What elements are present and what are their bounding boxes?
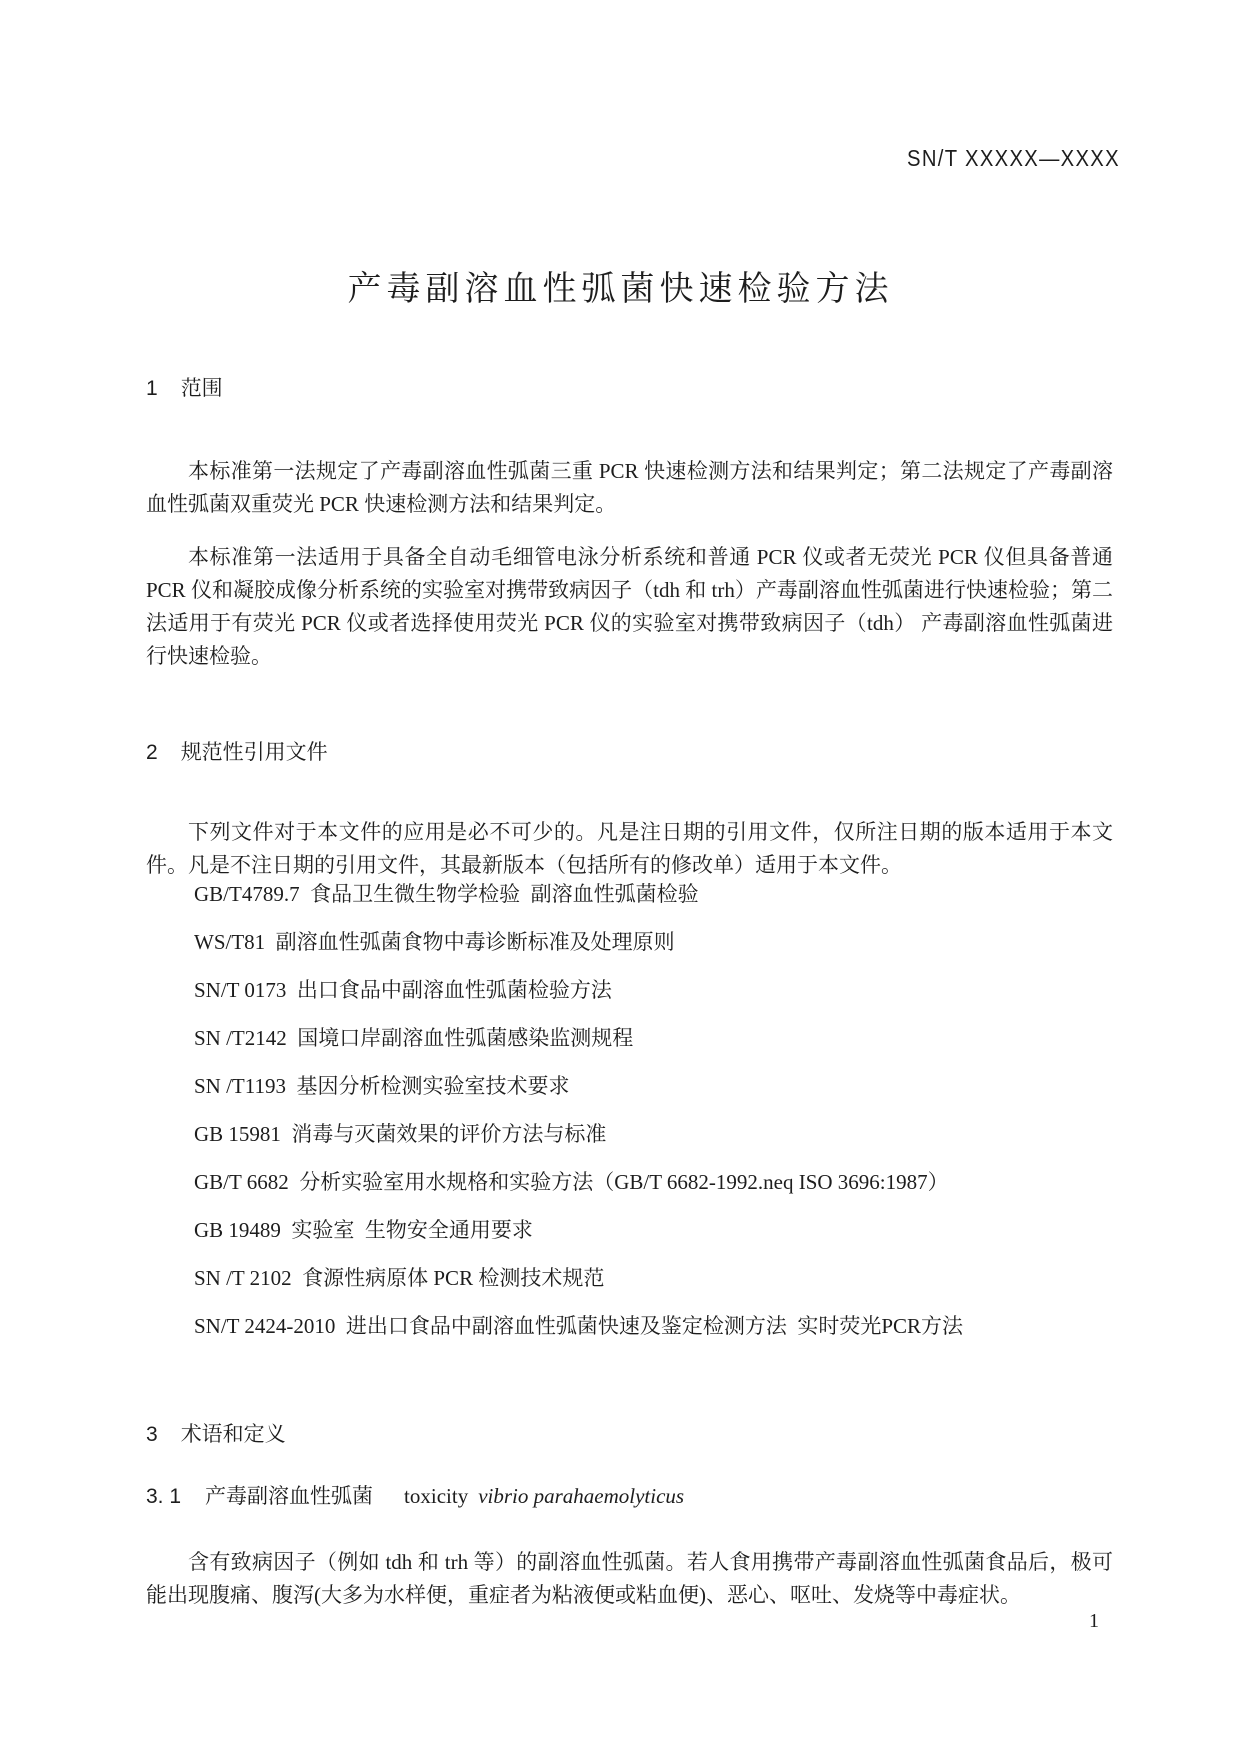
normative-references-intro: 下列文件对于本文件的应用是必不可少的。凡是注日期的引用文件，仅所注日期的版本适用于本文件。凡是不注日期的引用文件，其最新版本（包括所有的修改单）适用于本文件。 xyxy=(146,820,1113,877)
normative-reference-list xyxy=(194,878,1124,1358)
section-number: 1 xyxy=(146,377,158,400)
section-number: 2 xyxy=(146,741,158,764)
standard-code: SN/T XXXXX—XXXX xyxy=(907,145,1120,171)
reference-item: SN/T 2424-2010 进出口食品中副溶血性弧菌快速及鉴定检测方法 实时荧光PCR方法 xyxy=(194,1314,964,1338)
term-entry-heading xyxy=(146,1480,684,1510)
term-latin-name: vibrio parahaemolyticus xyxy=(478,1484,685,1508)
section-heading-text: 术语和定义 xyxy=(180,1422,286,1446)
reference-item: WS/T81 副溶血性弧菌食物中毒诊断标准及处理原则 xyxy=(194,930,675,954)
reference-item: SN /T1193 基因分析检测实验室技术要求 xyxy=(194,1074,570,1098)
document-title: 产毒副溶血性弧菌快速检验方法 xyxy=(347,271,894,308)
reference-item: SN /T2142 国境口岸副溶血性弧菌感染监测规程 xyxy=(194,1026,634,1050)
term-number: 3. 1 xyxy=(146,1485,182,1508)
term-english: toxicity xyxy=(404,1484,469,1508)
scope-paragraph-1: 本标准第一法规定了产毒副溶血性弧菌三重 PCR 快速检测方法和结果判定；第二法规定了产毒副溶血性弧菌双重荧光 PCR 快速检测方法和结果判定。 xyxy=(146,459,1113,516)
page-number: 1 xyxy=(1089,1610,1099,1632)
reference-item: GB/T4789.7 食品卫生微生物学检验 副溶血性弧菌检验 xyxy=(194,882,699,906)
reference-item: SN /T 2102 食源性病原体 PCR 检测技术规范 xyxy=(194,1266,605,1290)
scope-paragraph-2: 本标准第一法适用于具备全自动毛细管电泳分析系统和普通 PCR 仪或者无荧光 PCR 仪但具备普通 PCR 仪和凝胶成像分析系统的实验室对携带致病因子（tdh 和 trh）产毒副溶血性弧菌进行快速检验；第二法适用于有荧光 PCR 仪或者选择使用荧光 PCR 仪的实验室对携带致病因子（tdh） 产毒副溶血性弧菌进行快速检验。 xyxy=(146,545,1113,668)
reference-item: SN/T 0173 出口食品中副溶血性弧菌检验方法 xyxy=(194,978,612,1002)
section-heading-normative-references xyxy=(146,736,328,766)
section-heading-text: 规范性引用文件 xyxy=(180,740,328,764)
section-heading-text: 范围 xyxy=(180,376,223,400)
section-number: 3 xyxy=(146,1423,158,1446)
reference-item: GB/T 6682 分析实验室用水规格和实验方法（GB/T 6682-1992.neq ISO 3696:1987） xyxy=(194,1170,949,1194)
reference-item: GB 15981 消毒与灭菌效果的评价方法与标准 xyxy=(194,1122,607,1146)
term-definition-paragraph: 含有致病因子（例如 tdh 和 trh 等）的副溶血性弧菌。若人食用携带产毒副溶血性弧菌食品后，极可能出现腹痛、腹泻(大多为水样便，重症者为粘液便或粘血便)、恶心、呕吐、发烧等中毒症状。 xyxy=(146,1550,1113,1607)
section-heading-terms-definitions xyxy=(146,1418,286,1448)
section-heading-scope xyxy=(146,372,223,402)
term-chinese: 产毒副溶血性弧菌 xyxy=(205,1484,374,1508)
reference-item: GB 19489 实验室 生物安全通用要求 xyxy=(194,1218,533,1242)
